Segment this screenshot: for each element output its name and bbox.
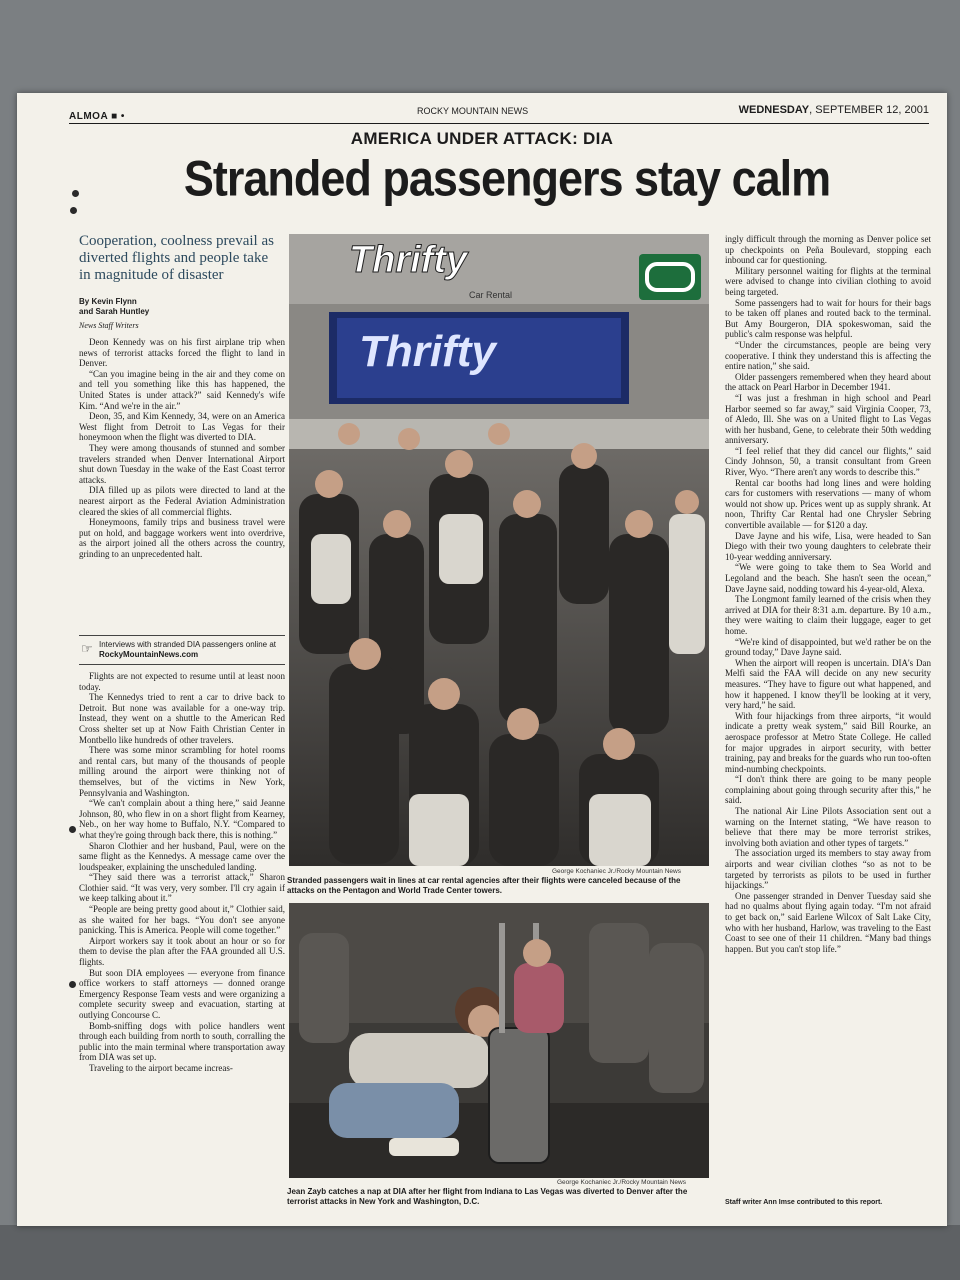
paragraph: Some passengers had to wait for hours for their bags to be taken off planes and routed back to the terminal. But Amy Bourgeron, DIA spokeswoman, said the public's calm response was helpful.: [725, 297, 931, 340]
paragraph: Rental car booths had long lines and were holding cars for customers with reservations — many of whom would not show up. Prices went up as supply shrank. At noon, Thrifty Car Rental had one Chrysler Sebring convertible available — for $120 a day.: [725, 477, 931, 531]
paragraph: There was some minor scrambling for hotel rooms and rental cars, but many of the thousands of people milling around the airport were thinking not of themselves, but of the victims in New York, Pennsylvania and Washington.: [79, 745, 285, 798]
paragraph: ingly difficult through the morning as Denver police set up checkpoints on Peña Boulevard, stopping each inbound car for questioning.: [725, 234, 931, 266]
paragraph: “Can you imagine being in the air and they come on and tell you something like this has happened, the United States is under attack?” said Kennedy's wife Kim. “And we're in the air.”: [79, 368, 285, 411]
paragraph: “We can't complain about a thing here,” said Jeanne Johnson, 80, who flew in on a short flight from Kearney, Neb., on her way home to Buffalo, N.Y. “Compared to what they're going through back there, this is nothing.”: [79, 798, 285, 840]
pointing-hand-icon: ☞: [81, 641, 93, 656]
paragraph: Bomb-sniffing dogs with police handlers went through each building from north to south, corralling the public into the main terminal where transportation away from DIA was set up.: [79, 1020, 285, 1063]
paragraph: The association urged its members to stay away from airports and wear civilian clothes “so as not to be targeted by terrorists as pilots to be used in further hijackings.”: [725, 848, 931, 891]
byline-credit: News Staff Writers: [79, 321, 139, 330]
paragraph: “I feel relief that they did cancel our flights,” said Cindy Johnson, 50, a transit consultant from Green River, Wyo. “There aren't any words to describe this.”: [725, 445, 931, 478]
binder-hole: [69, 826, 76, 833]
headline: Stranded passengers stay calm: [183, 149, 831, 207]
paragraph: “Under the circumstances, people are being very cooperative. I think they understand this is affecting the entire nation,” she said.: [725, 339, 931, 372]
paragraph: DIA filled up as pilots were directed to land at the nearest airport as the Federal Aviation Administration cleared the skies of all commercial flights.: [79, 485, 285, 517]
paragraph: The Longmont family learned of the crisis when they arrived at DIA for their 8:31 a.m. departure. By 10 a.m., they were waiting to claim their luggage, eager to get home.: [725, 594, 931, 636]
paragraph: Older passengers remembered when they heard about the attack on Pearl Harbor in December 1941.: [725, 371, 931, 393]
paragraph: Deon, 35, and Kim Kennedy, 34, were on an America West flight from Detroit to Las Vegas for their honeymoon when the flight was diverted to DIA.: [79, 411, 285, 443]
contributor-note: Staff writer Ann Imse contributed to this report.: [725, 1199, 883, 1206]
caption-top: Stranded passengers wait in lines at car rental agencies after their flights were canceled because of the attacks on the Pentagon and World Trade Center towers.: [287, 876, 681, 895]
article-column-1b: [79, 671, 285, 1199]
folio-rule: [69, 123, 929, 124]
byline: By Kevin Flynn and Sarah Huntley: [79, 297, 150, 316]
paragraph: The national Air Line Pilots Association sent out a warning on the Internet stating, “We have reason to believe that there may be more terrorist strikes, involving both aviation and other types of targets.”: [725, 806, 931, 848]
binder-hole: [70, 207, 77, 214]
thrifty-sign-lower: Thrifty: [359, 327, 496, 376]
section-kicker: AMERICA UNDER ATTACK: DIA: [350, 129, 614, 148]
table-surface: [0, 1225, 960, 1280]
article-column-3: [725, 234, 931, 1196]
paragraph: “People are being pretty good about it,” Clothier said, as she waited for her bags. “You don't see anyone panicking. This is America. People will come together.”: [79, 904, 285, 936]
paragraph: Sharon Clothier and her husband, Paul, were on the same flight as the Kennedys. A message came over the loudspeaker, explaining the unscheduled landing.: [79, 840, 285, 872]
newspaper-page: [17, 93, 947, 1226]
napping-photo-illustration: [289, 903, 709, 1178]
paragraph: But soon DIA employees — everyone from finance office workers to staff attorneys — donned orange Emergency Response Team vests and were organizing a complete security sweep and evacuation, starting at outlying Concourse C.: [79, 967, 285, 1020]
paragraph: Military personnel waiting for flights at the terminal were advised to change into civilian clothing to avoid being targeted.: [725, 265, 931, 297]
paragraph: One passenger stranded in Denver Tuesday said she had no qualms about flying again today. “I'm not afraid to get back on,” said Earlene Wilcox of Salt Lake City, who with her husband, Harlow, was traveling to the East Coast to see one of their 11 children. “Many bad things happen. But you can't stop life.”: [725, 890, 931, 954]
paragraph: The Kennedys tried to rent a car to drive back to Detroit. But none was available for a one-way trip. Instead, they went on a shuttle to the American Red Cross shelter set up at Now Faith Christian Center in Montbello like hundreds of other travelers.: [79, 692, 285, 745]
paragraph: “We're kind of disappointed, but we'd rather be on the ground today,” Dave Jayne said.: [725, 636, 931, 658]
paragraph: “They said there was a terrorist attack,” Sharon Clothier said. “It was very, very somber. I'll cry again if we keep talking about it.”: [79, 872, 285, 904]
online-promo[interactable]: ☞ Interviews with stranded DIA passengers online at RockyMountainNews.com: [79, 635, 285, 665]
online-url-link[interactable]: RockyMountainNews.com: [99, 650, 199, 659]
deck: Cooperation, coolness prevail as diverted flights and people take in magnitude of disaster: [79, 233, 274, 283]
paragraph: Flights are not expected to resume until at least noon today.: [79, 671, 285, 692]
paper-name: ROCKY MOUNTAIN NEWS: [417, 106, 529, 116]
photo-credit-top: George Kochaniec Jr./Rocky Mountain News: [552, 868, 681, 875]
article-column-1a: [79, 337, 285, 629]
photo-napping-passenger: [289, 903, 709, 1178]
binder-hole: [69, 981, 76, 988]
paragraph: Traveling to the airport became increas-: [89, 1062, 233, 1073]
paragraph: Airport workers say it took about an hour or so for them to devise the plan after the FAA grounded all U.S. flights.: [79, 935, 285, 968]
paragraph: Dave Jayne and his wife, Lisa, were headed to San Diego with their two young daughters to celebrate their 10-year wedding anniversary.: [725, 530, 931, 562]
paragraph: Honeymoons, family trips and business travel were put on hold, and baggage workers went into overdrive, as the airport joined all the others across the country, grinding to an unprecedented halt.: [79, 517, 285, 559]
svg-text:Car Rental: Car Rental: [469, 290, 513, 300]
paragraph: With four hijackings from three airports, “it would indicate a pretty weak system,” said Bill Rourke, an aerospace professor at Metro State College. He called for major upgrades in airport security, with better training, pay and breaks for the guards who run too-often mind-numbing checkpoints.: [725, 710, 931, 774]
caption-bottom: Jean Zayb catches a nap at DIA after her flight from Indiana to Las Vegas was diverted to Denver after the terrorist attacks in New York and Washington, D.C.: [287, 1187, 688, 1206]
photo-rental-counter: [289, 234, 709, 866]
paragraph: When the airport will reopen is uncertain. DIA's Dan Melfi said the FAA will decide on any new security measures. “They have to figure out what happened, and how it happened. I know they'll be looking at it very, very hard,” he said.: [725, 657, 931, 711]
paragraph: “I don't think there are going to be many people complaining about going through security after this,” he said.: [725, 774, 931, 806]
section-tag: ALMOA ■ •: [69, 111, 125, 122]
issue-date: WEDNESDAY, SEPTEMBER 12, 2001: [738, 104, 929, 116]
photo-credit-bottom: George Kochaniec Jr./Rocky Mountain News: [557, 1179, 686, 1186]
crowd-photo-illustration: [289, 234, 709, 866]
paragraph: “We were going to take them to Sea World and Legoland and the beach. She hasn't seen the ocean,” Dave Jayne said, nodding toward his 4-year-old, Alexa.: [725, 562, 931, 594]
paragraph: Deon Kennedy was on his first airplane trip when news of terrorist attacks forced the flight to land in Denver.: [79, 337, 285, 369]
paragraph: They were among thousands of stunned and somber travelers stranded when Denver International Airport shut down Tuesday in the wake of the East Coast terror attacks.: [79, 442, 285, 485]
paragraph: “I was just a freshman in high school and Pearl Harbor seemed so far away,” said Virginia Cooper, 73, of Aledo, Ill. She was on a United flight to Las Vegas with her husband, Gene, to celebrate their 50th wedding anniversary.: [725, 392, 931, 446]
thrifty-sign-upper: Thrifty: [349, 239, 468, 281]
